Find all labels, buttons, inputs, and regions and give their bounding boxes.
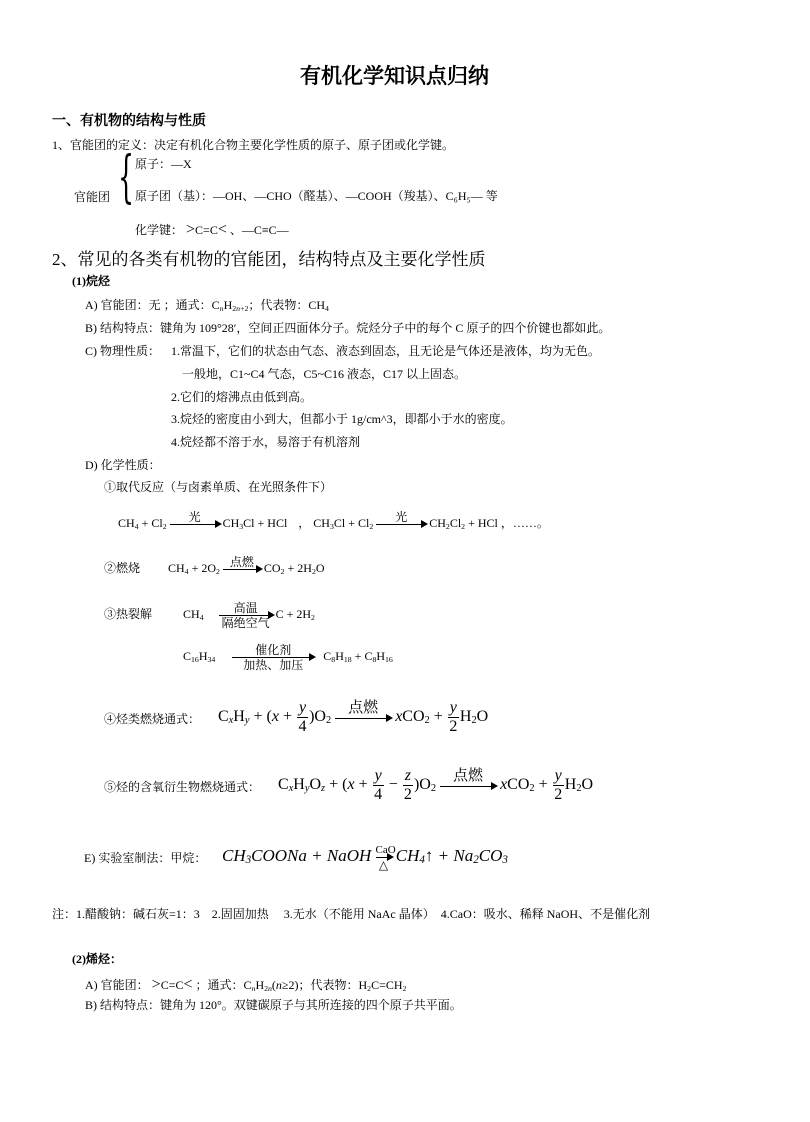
- combustion-equation: $CH_4 + 2O_2$ 点燃 $CO_2 + 2H_2O$: [168, 554, 325, 576]
- reaction-arrow-icon: 催化剂 加热、加压: [232, 650, 314, 664]
- alkanes-C1b: 一般地，C1~C4 气态，C5~C16 液态，C17 以上固态。: [182, 367, 467, 381]
- reaction-arrow-icon: 高温 隔绝空气: [219, 608, 273, 622]
- pyrolysis-label: ③热裂解: [104, 607, 153, 621]
- oxygen-derivative-combustion-label: ⑤烃的含氧衍生物燃烧通式：: [104, 780, 261, 794]
- page-title: 有机化学知识点归纳: [300, 64, 489, 88]
- section-heading-structure: 一、有机物的结构与性质: [52, 113, 206, 129]
- substitution-label: ①取代反应（与卤素单质、在光照条件下）: [104, 480, 333, 494]
- reaction-arrow-icon: 点燃: [335, 710, 391, 726]
- combustion-label: ②燃烧: [104, 561, 141, 575]
- alkanes-C2: 2.它们的熔沸点由低到高。: [171, 390, 313, 404]
- bonds-label: 化学键：: [135, 223, 184, 237]
- double-bond-left-icon: >: [186, 221, 196, 238]
- reaction-arrow-icon: 光: [376, 517, 426, 531]
- definition-text: 1、官能团的定义：决定有机化合物主要化学性质的原子、原子团或化学键。: [52, 138, 455, 152]
- brace-icon: {: [118, 145, 135, 210]
- alkanes-C4: 4.烷烃都不溶于水，易溶于有机溶剂: [171, 435, 361, 449]
- hydrocarbon-combustion-label: ④烃类燃烧通式：: [104, 712, 201, 726]
- alkanes-heading: (1)烷烃: [72, 274, 110, 288]
- double-bond-value: C=C: [195, 223, 218, 237]
- alkanes-A: A) 官能团：无 ；通式：$C_nH_{2n+2}$；代表物：$CH_4$: [85, 298, 329, 313]
- substitution-equation: $CH_4 + Cl_2$ 光 $CH_3Cl$ + HCl ， $CH_3Cl + Cl_2$ 光 $CH_2Cl_2$ + HCl ，……。: [118, 509, 549, 531]
- triple-bond-value: 、—C≡C—: [229, 223, 289, 237]
- alkanes-D-label: D) 化学性质：: [85, 458, 161, 472]
- lab-preparation-label: E) 实验室制法：甲烷：: [84, 851, 207, 865]
- gas-arrow-icon: ↑: [424, 846, 434, 865]
- bonds-line: [135, 220, 289, 239]
- double-bond-right-icon: <: [183, 976, 193, 993]
- pyrolysis-equation-2: $C_{16}H_{34}$ 催化剂 加热、加压 $C_8H_{18} + C_8H_{16}$: [183, 642, 393, 673]
- double-bond-right-icon: <: [217, 221, 227, 238]
- reaction-arrow-icon: CaO △: [375, 843, 396, 873]
- radicals-line: 原子团（基）：—OH、—CHO（醛基）、—COOH（羧基）、C₆H₅— 等: [135, 189, 498, 203]
- section-heading-classes: 2、常见的各类有机物的官能团，结构特点及主要化学性质: [52, 250, 486, 269]
- reaction-arrow-icon: 光: [170, 517, 220, 531]
- hydrocarbon-combustion-formula: $C_xH_y + (x$ + $\frac{y}{4}$ )$O_2$ 点燃 xCO$_2$ + $\frac{y}{2}$ $H_2O$: [218, 699, 489, 735]
- alkanes-B: B) 结构特点：键角为 109°28′，空间正四面体分子。烷烃分子中的每个 C 原子的四个价键也都如此。: [85, 321, 611, 335]
- alkenes-B: B) 结构特点：键角为 120°。双键碳原子与其所连接的四个原子共平面。: [85, 998, 462, 1012]
- alkenes-A: A) 官能团： >C=C< ；通式：$C_nH_{2n}(n\ge 2)$；代表物：$H_2C=CH_2$: [85, 976, 407, 993]
- lab-preparation-equation: $CH_3COONa$ + NaOH CaO △ $CH_4↑ + Na_2CO_3$: [222, 843, 508, 873]
- alkanes-C1: 1.常温下，它们的状态由气态、液态到固态，且无论是气体还是液体，均为无色。: [171, 344, 601, 358]
- double-bond-left-icon: >: [151, 976, 161, 993]
- alkenes-heading: (2)烯烃：: [72, 952, 122, 966]
- alkanes-C-label: C) 物理性质：: [85, 344, 161, 358]
- pyrolysis-equation-1: $CH_4$ 高温 隔绝空气 $C + 2H_2$: [183, 600, 315, 631]
- functional-group-label: 官能团: [74, 190, 111, 204]
- alkanes-C3: 3.烷烃的密度由小到大，但都小于 1g/cm^3，即都小于水的密度。: [171, 412, 513, 426]
- reaction-arrow-icon: 点燃: [223, 562, 261, 576]
- atoms-line: 原子：—X: [135, 157, 192, 171]
- lab-notes: 注：1.醋酸钠：碱石灰=1：3 2.固固加热 3.无水（不能用 NaAc 晶体） 4.CaO：吸水、稀释 NaOH、不是催化剂: [52, 907, 651, 921]
- oxygen-derivative-combustion-formula: $C_xH_yO_z + (x$ + $\frac{y}{4}$ − $\frac{z}{2}$ )$O_2$ 点燃 xCO$_2$ + $\frac{y}{2}$ $H_2O$: [278, 767, 594, 803]
- reaction-arrow-icon: 点燃: [440, 778, 496, 794]
